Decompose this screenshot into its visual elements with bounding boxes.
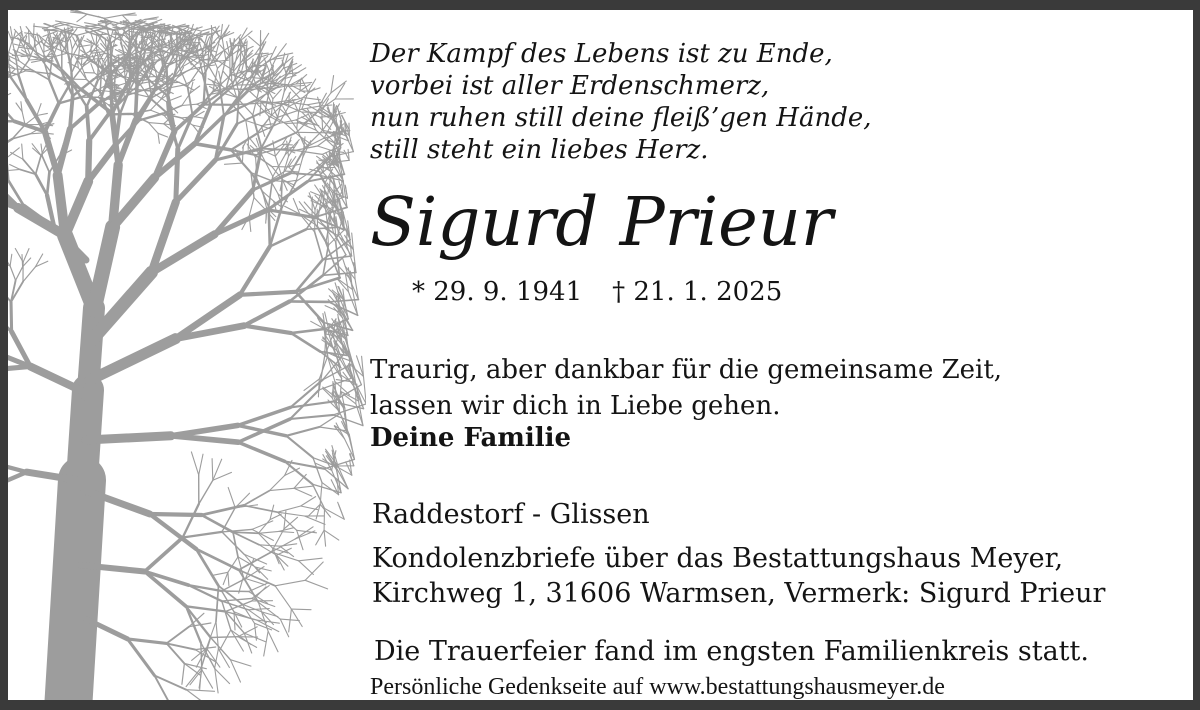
condolence-info [372, 541, 1105, 611]
farewell-line: lassen wir dich in Liebe gehen. [370, 391, 781, 421]
birth-date: * 29. 9. 1941 [412, 277, 583, 307]
death-date: † 21. 1. 2025 [612, 277, 783, 307]
memorial-site-line: Persönliche Gedenkseite auf www.bestattungshausmeyer.de [370, 674, 945, 700]
poem-line: vorbei ist aller Erdenschmerz, [370, 71, 770, 101]
farewell-text [370, 352, 1002, 424]
epitaph-poem [370, 38, 872, 166]
deceased-name: Sigurd Prieur [370, 183, 833, 261]
condolence-line: Kirchweg 1, 31606 Warmsen, Vermerk: Sigurd Prieur [372, 578, 1106, 609]
poem-line: nun ruhen still deine fleiß’gen Hände, [370, 103, 872, 133]
poem-line: still steht ein liebes Herz. [370, 135, 709, 165]
location-line: Raddestorf - Glissen [372, 499, 650, 530]
family-signature: Deine Familie [370, 423, 572, 453]
poem-line: Der Kampf des Lebens ist zu Ende, [370, 39, 833, 69]
life-dates [412, 276, 782, 308]
notice-paper [8, 10, 1193, 700]
farewell-line: Traurig, aber dankbar für die gemeinsame Zeit, [370, 355, 1003, 385]
bare-tree-silhouette-image [8, 10, 366, 700]
funeral-note: Die Trauerfeier fand im engsten Familienkreis statt. [374, 636, 1089, 667]
condolence-line: Kondolenzbriefe über das Bestattungshaus Meyer, [372, 543, 1064, 574]
